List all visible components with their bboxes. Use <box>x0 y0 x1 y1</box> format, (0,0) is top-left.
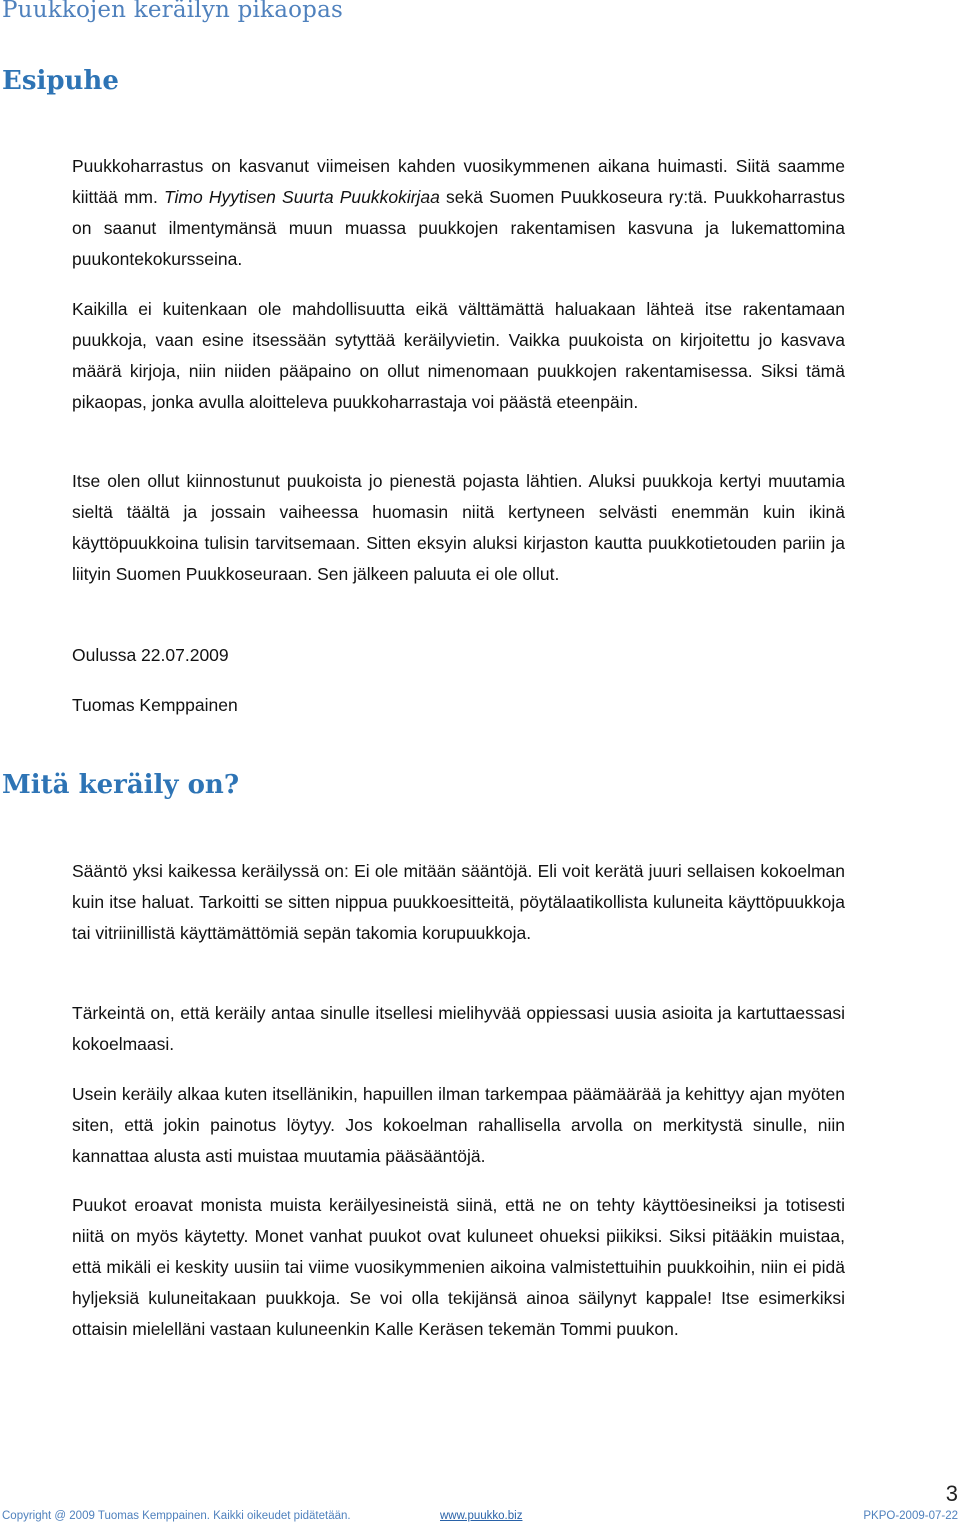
author-name-text: Tuomas Kemppainen <box>72 695 238 715</box>
page-footer <box>0 1510 960 1524</box>
esipuhe-paragraph-2 <box>72 294 845 418</box>
keraily-paragraph-4-text: Puukot eroavat monista muista keräilyesineistä siinä, että ne on tehty käyttöesineiksi ja totisesti niitä on myös käytetty. Monet vanhat puukot ovat kuluneet ohueksi piikiksi. Siksi pitääkin muistaa, että mikäli ei keskity uusiin tai viime vuosikymmenien aikoina valmistettuihin puukkoihin, niin ei pidä hyljeksiä kuluneitakaan puukkoja. Se voi olla tekijänsä ainoa säilynyt kappale! Itse esimerkiksi ottaisin mielelläni vastaan kuluneenkin Kalle Keräsen tekemän Tommi puukon. <box>72 1195 845 1339</box>
keraily-paragraph-2 <box>72 998 845 1060</box>
esipuhe-paragraph-1-text-start: Puukkoharrastus on kasvanut viimeisen kahden vuosikymmenen aikana huimasti. Siitä saamme kiittää mm. <box>72 156 845 207</box>
esipuhe-paragraph-1 <box>72 151 845 275</box>
keraily-paragraph-1-text: Sääntö yksi kaikessa keräilyssä on: Ei ole mitään sääntöjä. Eli voit kerätä juuri sellaisen kokoelman kuin itse haluat. Tarkoitti se sitten nippua puukkoesitteitä, pöytälaatikollista kuluneita käyttöpuukkoja tai vitriinillistä käyttämättömiä sepän takomia korupuukkoja. <box>72 861 845 943</box>
signature-place-date <box>72 640 845 671</box>
esipuhe-paragraph-3-text: Itse olen ollut kiinnostunut puukoista jo pienestä pojasta lähtien. Aluksi puukkoja kertyi muutamia sieltä täältä ja jossain vaiheessa huomasin niitä kertyneen selvästi enemmän kuin ikinä käyttöpuukkoina tulisin tarvitsemaan. Sitten eksyin aluksi kirjaston kautta puukkotietouden pariin ja liityin Suomen Puukkoseuraan. Sen jälkeen paluuta ei ole ollut. <box>72 471 845 584</box>
signature-author <box>72 690 845 721</box>
esipuhe-paragraph-3 <box>72 466 845 590</box>
footer-website-link[interactable]: www.puukko.biz <box>440 1510 523 1522</box>
footer-document-id: PKPO-2009-07-22 <box>863 1510 958 1522</box>
keraily-paragraph-3 <box>72 1079 845 1172</box>
keraily-paragraph-2-text: Tärkeintä on, että keräily antaa sinulle itsellesi mielihyvää oppiessasi uusia asioita ja kartuttaessasi kokoelmaasi. <box>72 1003 845 1054</box>
book-title-reference: Timo Hyytisen Suurta Puukkokirjaa <box>163 187 440 207</box>
keraily-paragraph-1 <box>72 856 845 949</box>
page-number: 3 <box>945 1481 958 1506</box>
section-heading-esipuhe: Esipuhe <box>2 66 119 96</box>
document-header-title: Puukkojen keräilyn pikaopas <box>2 0 343 23</box>
place-date-text: Oulussa 22.07.2009 <box>72 645 229 665</box>
keraily-paragraph-3-text: Usein keräily alkaa kuten itsellänikin, hapuillen ilman tarkempaa päämäärää ja kehittyy ajan myöten siten, että jokin painotus löytyy. Jos kokoelman rahallisella arvolla on merkitystä sinulle, niin kannattaa alusta asti muistaa muutamia pääsääntöjä. <box>72 1084 845 1166</box>
keraily-paragraph-4 <box>72 1190 845 1345</box>
footer-copyright: Copyright @ 2009 Tuomas Kemppainen. Kaikki oikeudet pidätetään. <box>2 1510 351 1522</box>
esipuhe-paragraph-2-text: Kaikilla ei kuitenkaan ole mahdollisuutta eikä välttämättä haluakaan lähteä itse rakentamaan puukkoja, vaan esine itsessään sytyttää keräilyvietin. Vaikka puukoista on kirjoitettu jo kasvava määrä kirjoja, niin niiden pääpaino on ollut nimenomaan puukkojen rakentamisessa. Siksi tämä pikaopas, jonka avulla aloitteleva puukkoharrastaja voi päästä eteenpäin. <box>72 299 845 412</box>
section-heading-mita-keraily-on: Mitä keräily on? <box>2 770 240 800</box>
esipuhe-paragraph-1-text-end: sekä Suomen Puukkoseura ry:tä. Puukkoharrastus on saanut ilmentymänsä muun muassa puukkojen rakentamisen kasvuna ja lukemattomina puukontekokursseina. <box>72 187 845 269</box>
